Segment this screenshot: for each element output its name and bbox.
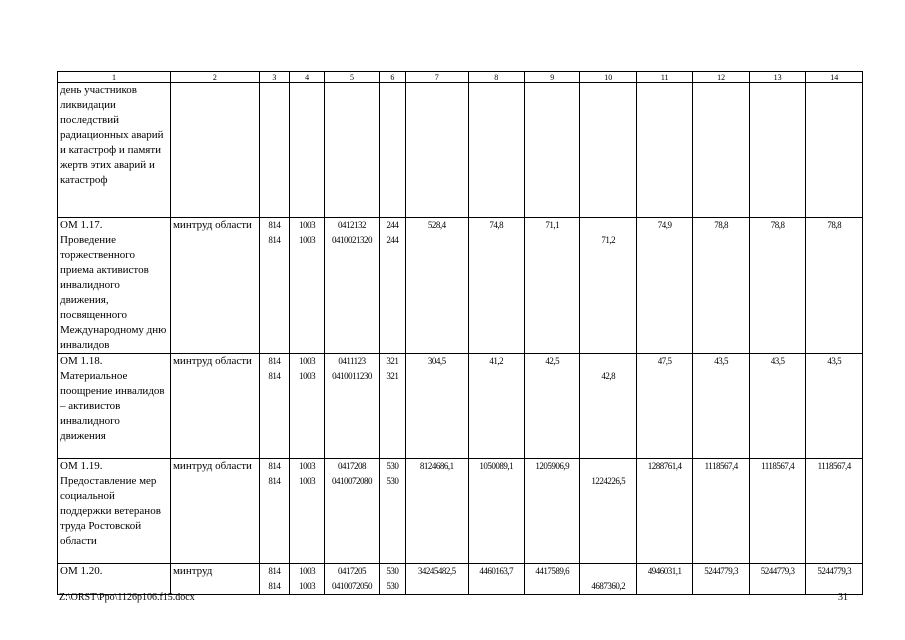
measure-name: ОМ 1.19. Предоставление мер социальной поддержки ветеранов труда Ростовской области	[58, 459, 171, 564]
year-value: 1118567,4	[749, 459, 805, 564]
year-value: 78,8	[749, 218, 805, 354]
table-row	[58, 218, 863, 354]
budget-table	[57, 71, 863, 595]
gr-code: 814 814	[259, 564, 289, 595]
col-header: 12	[693, 72, 749, 83]
executor: минтруд области	[170, 218, 259, 354]
column-number-row	[58, 72, 863, 83]
year-value: 42,8	[580, 354, 636, 459]
total-value: 304,5	[405, 354, 468, 459]
measure-name: ОМ 1.20.	[58, 564, 171, 595]
year-value: 5244779,3	[693, 564, 749, 595]
year-value: 41,2	[468, 354, 524, 459]
col-header: 11	[636, 72, 692, 83]
measure-name: ОМ 1.17. Проведение торжественного приема активистов инвалидного движения, посвященного Международному дню инвалидов	[58, 218, 171, 354]
col-header: 9	[524, 72, 579, 83]
year-value: 42,5	[524, 354, 579, 459]
col-header: 1	[58, 72, 171, 83]
col-header: 8	[468, 72, 524, 83]
year-value: 5244779,3	[806, 564, 863, 595]
gr-code: 814 814	[259, 354, 289, 459]
total-value: 34245482,5	[405, 564, 468, 595]
expense-type: 244 244	[379, 218, 405, 354]
total-value: 8124686,1	[405, 459, 468, 564]
col-header: 6	[379, 72, 405, 83]
year-value: 74,8	[468, 218, 524, 354]
year-value: 1050089,1	[468, 459, 524, 564]
year-value: 1288761,4	[636, 459, 692, 564]
total-value: 528,4	[405, 218, 468, 354]
year-value: 1118567,4	[693, 459, 749, 564]
table-row	[58, 459, 863, 564]
executor: минтруд области	[170, 459, 259, 564]
table-row-continuation	[58, 83, 863, 218]
executor: минтруд	[170, 564, 259, 595]
target-code: 0412132 0410021320	[325, 218, 379, 354]
year-value: 4946031,1	[636, 564, 692, 595]
continued-description: день участников ликвидации последствий радиационных аварий и катастроф и памяти жертв этих аварий и катастроф	[58, 83, 171, 218]
file-path: Z:\ORST\Ppo\1126p106.f15.docx	[59, 592, 195, 603]
year-value: 43,5	[749, 354, 805, 459]
section-code: 1003 1003	[289, 564, 324, 595]
col-header: 10	[580, 72, 636, 83]
table-row	[58, 564, 863, 595]
col-header: 4	[289, 72, 324, 83]
year-value: 1118567,4	[806, 459, 863, 564]
section-code: 1003 1003	[289, 218, 324, 354]
year-value: 4460163,7	[468, 564, 524, 595]
target-code: 0417208 0410072080	[325, 459, 379, 564]
year-value: 5244779,3	[749, 564, 805, 595]
col-header: 14	[806, 72, 863, 83]
year-value: 4417589,6	[524, 564, 579, 595]
year-value: 4687360,2	[580, 564, 636, 595]
gr-code: 814 814	[259, 218, 289, 354]
col-header: 5	[325, 72, 379, 83]
measure-name: ОМ 1.18. Материальное поощрение инвалидов – активистов инвалидного движения	[58, 354, 171, 459]
page-number: 31	[838, 592, 848, 603]
expense-type: 530 530	[379, 459, 405, 564]
section-code: 1003 1003	[289, 459, 324, 564]
section-code: 1003 1003	[289, 354, 324, 459]
col-header: 2	[170, 72, 259, 83]
year-value: 47,5	[636, 354, 692, 459]
expense-type: 530 530	[379, 564, 405, 595]
year-value: 43,5	[806, 354, 863, 459]
expense-type: 321 321	[379, 354, 405, 459]
gr-code: 814 814	[259, 459, 289, 564]
col-header: 13	[749, 72, 805, 83]
year-value: 1224226,5	[580, 459, 636, 564]
year-value: 1205906,9	[524, 459, 579, 564]
year-value: 43,5	[693, 354, 749, 459]
year-value: 71,1	[524, 218, 579, 354]
year-value: 78,8	[693, 218, 749, 354]
table-row	[58, 354, 863, 459]
target-code: 0417205 0410072050	[325, 564, 379, 595]
year-value: 78,8	[806, 218, 863, 354]
col-header: 3	[259, 72, 289, 83]
target-code: 0411123 0410011230	[325, 354, 379, 459]
year-value: 71,2	[580, 218, 636, 354]
year-value: 74,9	[636, 218, 692, 354]
col-header: 7	[405, 72, 468, 83]
executor: минтруд области	[170, 354, 259, 459]
